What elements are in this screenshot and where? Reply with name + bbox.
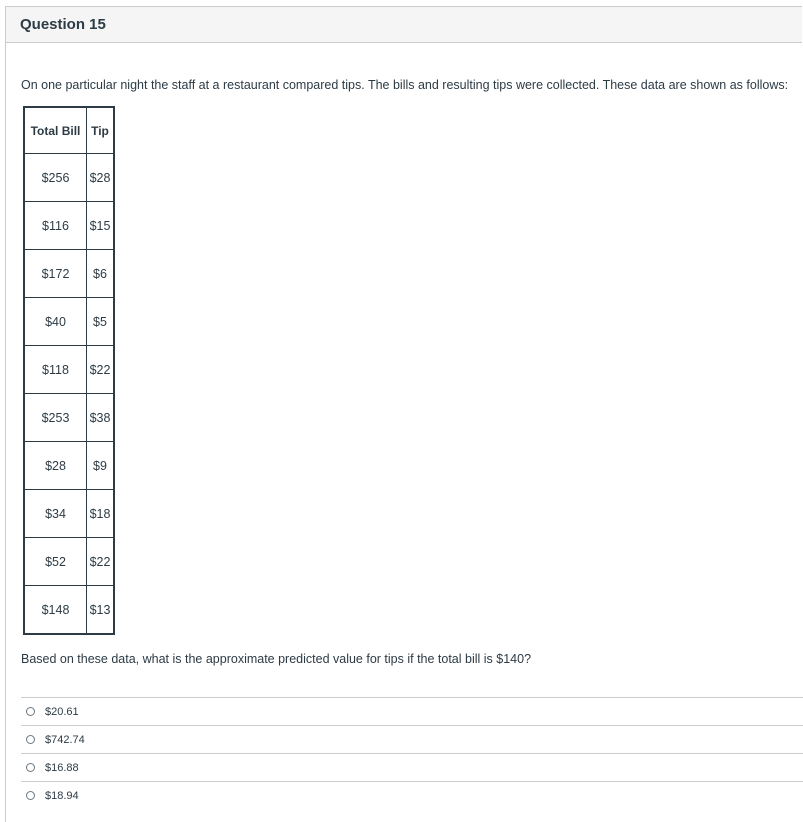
table-row: [24, 154, 114, 202]
tip-cell: $13: [87, 586, 115, 635]
total-bill-cell: $148: [24, 586, 87, 635]
answer-label[interactable]: $18.94: [45, 789, 79, 802]
column-header-total-bill: Total Bill: [24, 107, 87, 154]
table-row: [24, 586, 114, 635]
total-bill-cell: $256: [24, 154, 87, 202]
radio-button-icon[interactable]: [26, 735, 35, 744]
data-table: [23, 106, 115, 635]
radio-button-icon[interactable]: [26, 791, 35, 800]
answer-option-2[interactable]: [21, 725, 803, 753]
table-row: [24, 538, 114, 586]
table-row: [24, 202, 114, 250]
tip-cell: $9: [87, 442, 115, 490]
total-bill-cell: $118: [24, 346, 87, 394]
total-bill-cell: $116: [24, 202, 87, 250]
tip-cell: $38: [87, 394, 115, 442]
answer-list: [21, 697, 803, 809]
total-bill-cell: $172: [24, 250, 87, 298]
total-bill-cell: $28: [24, 442, 87, 490]
question-title: Question 15: [20, 16, 106, 33]
tip-cell: $28: [87, 154, 115, 202]
question-text: Based on these data, what is the approximate predicted value for tips if the total bill is $140?: [21, 652, 532, 666]
answer-option-3[interactable]: [21, 753, 803, 781]
tip-cell: $22: [87, 346, 115, 394]
radio-button-icon[interactable]: [26, 707, 35, 716]
total-bill-cell: $52: [24, 538, 87, 586]
table-row: [24, 298, 114, 346]
tip-cell: $22: [87, 538, 115, 586]
question-prompt: On one particular night the staff at a restaurant compared tips. The bills and resulting tips were collected. These data are shown as follows:: [21, 78, 789, 92]
column-header-tip: Tip: [87, 107, 115, 154]
answer-label[interactable]: $742.74: [45, 733, 85, 746]
total-bill-cell: $40: [24, 298, 87, 346]
answer-label[interactable]: $16.88: [45, 761, 79, 774]
tip-cell: $18: [87, 490, 115, 538]
table-row: [24, 250, 114, 298]
tip-cell: $5: [87, 298, 115, 346]
table-row: [24, 346, 114, 394]
table-header-row: [24, 107, 114, 154]
tip-cell: $6: [87, 250, 115, 298]
total-bill-cell: $34: [24, 490, 87, 538]
answer-option-4[interactable]: [21, 781, 803, 809]
question-card: [5, 6, 802, 822]
radio-button-icon[interactable]: [26, 763, 35, 772]
answer-option-1[interactable]: [21, 697, 803, 725]
total-bill-cell: $253: [24, 394, 87, 442]
table-row: [24, 442, 114, 490]
table-row: [24, 394, 114, 442]
table-row: [24, 490, 114, 538]
question-header: [6, 7, 802, 43]
answer-label[interactable]: $20.61: [45, 705, 79, 718]
tip-cell: $15: [87, 202, 115, 250]
